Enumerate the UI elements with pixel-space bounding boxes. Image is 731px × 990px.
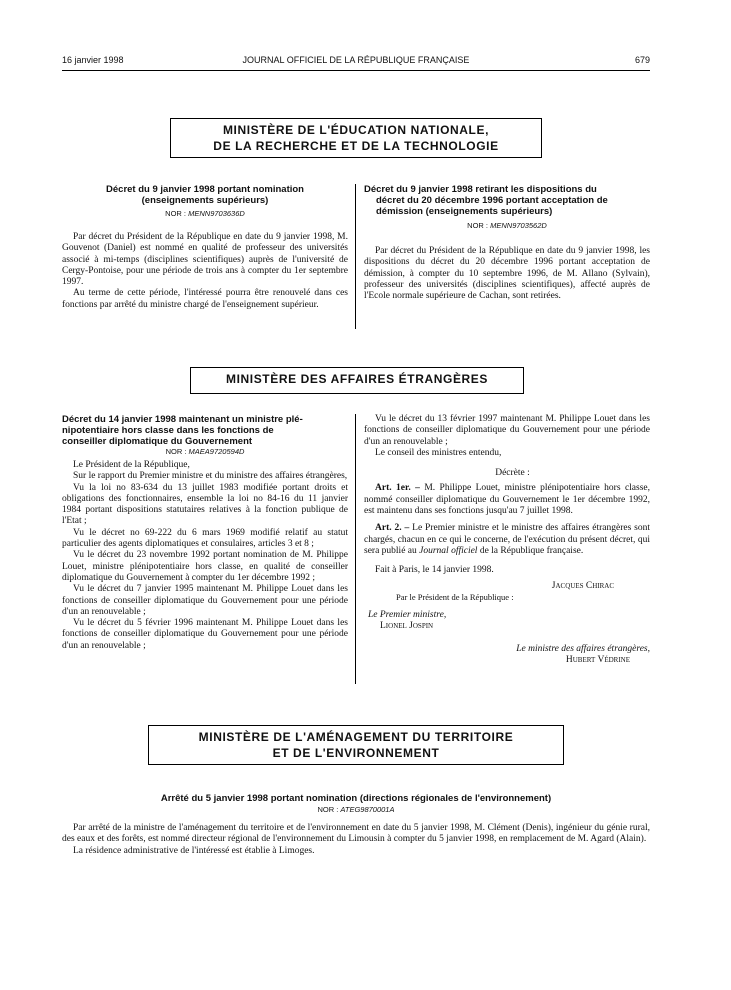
decree1-nor: [62, 209, 348, 219]
ministry-foreign-affairs-line1: MINISTÈRE DES AFFAIRES ÉTRANGÈRES: [225, 372, 489, 386]
article1-label: Art. 1er. –: [375, 483, 420, 494]
ministry-amenagement-line1: MINISTÈRE DE L'AMÉNAGEMENT DU TERRITOIRE: [198, 730, 514, 744]
decree2-title-line2: décret du 20 décembre 1996 portant acceptation de: [376, 195, 608, 206]
decree3-decrete: Décrète :: [495, 468, 530, 479]
decree3-paragraph: Vu le décret du 7 janvier 1995 maintenant M. Philippe Louet dans les fonctions de conseiller diplomatique du Gouvernement pour une période d'un an renouvelable ;: [62, 584, 348, 617]
decree3-paragraph: Vu le décret du 13 février 1997 maintenant M. Philippe Louet dans les fonctions de conseiller diplomatique du Gouvernement pour une période d'un an renouvelable ;: [364, 414, 650, 447]
decree3-title: [62, 414, 348, 447]
arrete-title: Arrêté du 5 janvier 1998 portant nomination (directions régionales de l'environnement): [160, 793, 552, 804]
decree3-paragraph: Sur le rapport du Premier ministre et du ministre des affaires étrangères,: [73, 471, 348, 482]
decree1-title-line2: (enseignements supérieurs): [141, 195, 269, 206]
decree3-article2: [364, 523, 650, 557]
ministry-education-line2: DE LA RECHERCHE ET DE LA TECHNOLOGIE: [213, 139, 499, 153]
decree3-title-line2: nipotentiaire hors classe dans les fonctions de: [62, 425, 274, 436]
decree3-nor-code: MAEA9720594D: [188, 447, 245, 456]
par-le-president: Par le Président de la République :: [396, 592, 514, 603]
decree1-paragraph: Par décret du Président de la République en date du 9 janvier 1998, M. Gouvenot (Daniel) est nommé en qualité de professeur des universités associé à mi-temps (disciplines scientifiques) auprès de l'université de Cergy-Pontoise, pour une période de trois ans à compter du 1er septembre 1997.: [62, 232, 348, 288]
ministry-amenagement-box: [148, 725, 564, 765]
decree2-nor-code: MENN9703562D: [490, 221, 547, 230]
column-divider: [355, 184, 356, 329]
signature-president: Jacques Chirac: [551, 580, 614, 591]
nor-label: NOR :: [165, 209, 187, 218]
article2-journal-officiel: Journal officiel: [419, 545, 478, 556]
nor-label: NOR :: [165, 447, 187, 456]
decree3-paragraph: Vu le décret du 23 novembre 1992 portant nomination de M. Philippe Louet, ministre plénipotentiaire hors classe, en qualité de conseiller diplomatique du Gouvernement à compter du 1er décembre 1992 ;: [62, 550, 348, 583]
decree3-paragraph: Le conseil des ministres entendu,: [375, 447, 502, 458]
arrete-nor-code: ATEG9870001A: [340, 805, 395, 814]
nor-label: NOR :: [467, 221, 489, 230]
decree2-title: [364, 184, 650, 217]
decree2-nor: [364, 221, 650, 231]
decree3-left-column: [62, 414, 348, 652]
arrete-paragraph: Par arrêté de la ministre de l'aménagement du territoire et de l'environnement en date du 5 janvier 1998, M. Clément (Denis), ingénieur du génie rural, des eaux et des forêts, est nommé directeur régional de l'environnement du Limousin à compter du 5 janvier 1998, en remplacement de M. Agard (Alain).: [62, 823, 650, 845]
article2-text: Le Premier ministre et le ministre des affaires étrangères sont chargés, chacun en ce qui le concerne, de l'exécution du présent décret, qui sera publié au: [364, 523, 650, 556]
decree3-paragraph: Vu le décret no 69-222 du 6 mars 1969 modifié relatif au statut particulier des agents diplomatiques et consulaires, articles 3 et 8 ;: [62, 527, 348, 550]
decree3-title-line3: conseiller diplomatique du Gouvernement: [62, 436, 253, 447]
signature-premier-ministre: Lionel Jospin: [380, 621, 434, 632]
decree2-title-line3: démission (enseignements supérieurs): [376, 206, 553, 217]
ministry-education-box: [170, 118, 542, 158]
article2-text-end: de la République française.: [479, 545, 584, 556]
ministry-education-line1: MINISTÈRE DE L'ÉDUCATION NATIONALE,: [222, 123, 490, 137]
premier-ministre-title: Le Premier ministre,: [368, 609, 447, 620]
decree3-title-line1: Décret du 14 janvier 1998 maintenant un ministre plé-: [62, 414, 303, 425]
decree1-paragraph: Au terme de cette période, l'intéressé pourra être renouvelé dans ces fonctions par arrêté du ministre chargé de l'enseignement supérieur.: [62, 288, 348, 310]
article2-label: Art. 2. –: [375, 523, 410, 534]
decree1-title: [62, 184, 348, 206]
decree1-title-line1: Décret du 9 janvier 1998 portant nomination: [106, 184, 304, 195]
ministre-affaires-etrangeres-title: Le ministre des affaires étrangères,: [516, 643, 650, 654]
header-journal-title: JOURNAL OFFICIEL DE LA RÉPUBLIQUE FRANÇAISE: [242, 55, 470, 65]
decree3-nor: [62, 447, 348, 457]
decree1-section: [62, 184, 348, 311]
decree2-title-line1: Décret du 9 janvier 1998 retirant les dispositions du: [364, 184, 597, 195]
decree3-paragraph: Vu le décret du 5 février 1996 maintenant M. Philippe Louet dans les fonctions de conseiller diplomatique du Gouvernement pour une période d'un an renouvelable ;: [62, 618, 348, 651]
arrete-section: [62, 793, 650, 857]
decree3-paragraph: Le Président de la République,: [73, 460, 190, 470]
decree3-article1: [364, 483, 650, 517]
decree2-section: [364, 184, 650, 302]
decree2-paragraph: Par décret du Président de la République en date du 9 janvier 1998, les dispositions du décret du 20 décembre 1996 portant acceptation de démission, à compter du 10 septembre 1996, de M. Allano (Sylvain), professeur des universités (disciplines scientifiques), affecté auprès de l'Ecole normale supérieure de Cachan, sont retirées.: [364, 246, 650, 302]
header-page-number: 679: [634, 55, 650, 65]
decree3-fait: Fait à Paris, le 14 janvier 1998.: [375, 565, 494, 576]
decree1-nor-code: MENN9703636D: [188, 209, 245, 218]
article1-text: M. Philippe Louet, ministre plénipotentiaire hors classe, nommé conseiller diplomatique du Gouvernement le 1er décembre 1992, est maintenu dans ses fonctions jusqu'au 7 juillet 1998.: [364, 483, 650, 517]
header-rule: [62, 70, 650, 71]
arrete-nor: [62, 805, 650, 815]
header-date: 16 janvier 1998: [62, 55, 124, 65]
decree3-right-column: [364, 414, 650, 667]
decree3-paragraph: Vu la loi no 83-634 du 13 juillet 1983 modifiée portant droits et obligations des fonctionnaires, ensemble la loi no 84-16 du 11 janvier 1984 portant dispositions statutaires relatives à la fonction publique de l'Etat ;: [62, 482, 348, 527]
arrete-paragraph: La résidence administrative de l'intéressé est établie à Limoges.: [73, 845, 315, 856]
ministry-foreign-affairs-box: [190, 367, 524, 394]
signature-ministre-affaires-etrangeres: Hubert Védrine: [565, 655, 630, 666]
column-divider: [355, 414, 356, 684]
nor-label: NOR :: [317, 805, 339, 814]
ministry-amenagement-line2: ET DE L'ENVIRONNEMENT: [272, 746, 440, 760]
